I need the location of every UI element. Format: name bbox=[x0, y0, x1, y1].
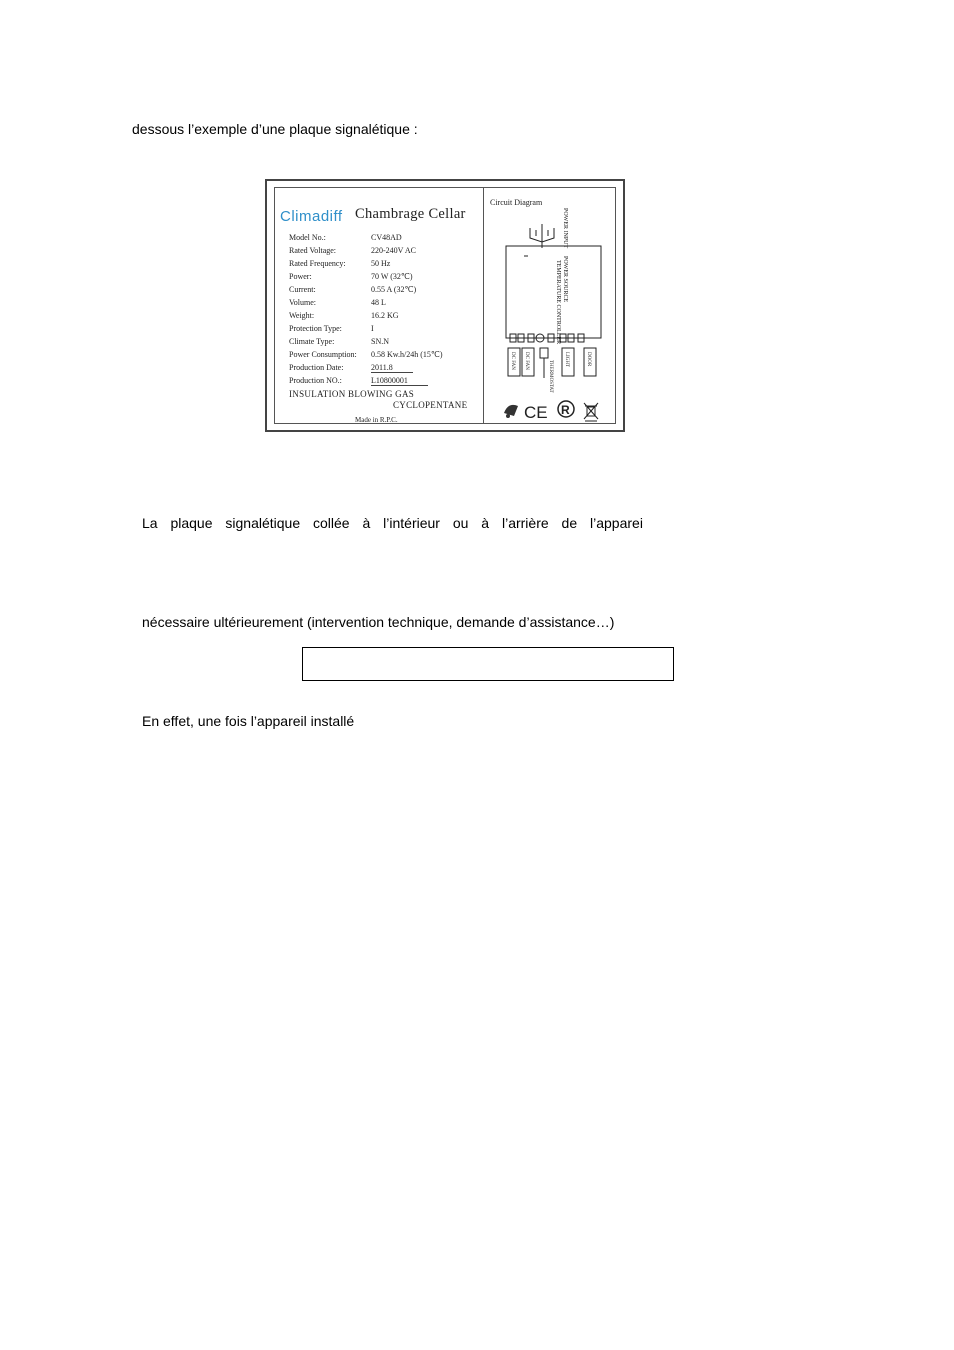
svg-text:R: R bbox=[561, 403, 570, 417]
energy-logo bbox=[504, 405, 518, 418]
r-mark bbox=[558, 401, 574, 417]
spec-row bbox=[289, 311, 474, 322]
circuit-title: Circuit Diagram bbox=[490, 198, 543, 207]
label-fan-b: DC FAN bbox=[524, 352, 529, 370]
spec-value: 0.55 A (32℃) bbox=[371, 285, 417, 294]
brand-logo: Climadiff bbox=[280, 208, 343, 225]
spec-value: 50 Hz bbox=[371, 259, 391, 268]
insulation-text: INSULATION BLOWING GAS bbox=[289, 389, 415, 399]
label-controller: TEMPERATURE CONTROLLER bbox=[555, 260, 561, 345]
spec-row bbox=[289, 298, 474, 309]
product-name: Chambrage Cellar bbox=[355, 206, 466, 222]
spec-row bbox=[289, 363, 474, 374]
spec-label: Current: bbox=[289, 285, 316, 294]
weee-bin-icon bbox=[584, 403, 598, 421]
spec-label: Volume: bbox=[289, 298, 316, 307]
spec-value: 16.2 KG bbox=[371, 311, 399, 320]
spec-value: L10800001 bbox=[371, 376, 428, 386]
spec-row bbox=[289, 350, 474, 361]
label-door: DOOR bbox=[586, 352, 591, 367]
spec-value: 2011.8 bbox=[371, 363, 413, 373]
spec-value: 70 W (32℃) bbox=[371, 272, 413, 281]
spec-row bbox=[289, 233, 474, 244]
spec-label: Production Date: bbox=[289, 363, 344, 372]
spec-row bbox=[289, 337, 474, 348]
spec-label: Power: bbox=[289, 272, 312, 281]
spec-value: 48 L bbox=[371, 298, 386, 307]
spec-label: Power Consumption: bbox=[289, 350, 357, 359]
wiring-loop bbox=[506, 246, 601, 338]
spec-label: Rated Frequency: bbox=[289, 259, 346, 268]
label-power-input: POWER INPUT bbox=[562, 208, 568, 249]
spec-row bbox=[289, 246, 474, 257]
spec-value: SN.N bbox=[371, 337, 390, 346]
insulation-gas: CYCLOPENTANE bbox=[393, 400, 468, 410]
plug-icon bbox=[524, 224, 554, 256]
spec-value: 220-240V AC bbox=[371, 246, 416, 255]
paragraph-3: En effet, une fois l’appareil installé bbox=[142, 713, 355, 729]
spec-row bbox=[289, 272, 474, 283]
spec-row bbox=[289, 324, 474, 335]
label-fan-a: DC FAN bbox=[510, 352, 515, 370]
nameplate-frame bbox=[274, 187, 616, 424]
ce-mark: CE bbox=[524, 403, 548, 422]
spec-row bbox=[289, 259, 474, 270]
spec-label: Weight: bbox=[289, 311, 315, 320]
spec-label: Protection Type: bbox=[289, 324, 342, 333]
made-in-text: Made in R.P.C. bbox=[355, 416, 398, 424]
intro-text: dessous l’exemple d’une plaque signalétique : bbox=[132, 121, 418, 137]
spec-label: Rated Voltage: bbox=[289, 246, 337, 255]
circuit-diagram-panel bbox=[484, 188, 615, 423]
spec-value: I bbox=[371, 324, 374, 333]
paragraph-1: La plaque signalétique collée à l’intérieur ou à l’arrière de l’apparei bbox=[142, 515, 643, 531]
label-light: LIGHT bbox=[564, 352, 569, 367]
label-thermostat: THERMOSTAT bbox=[548, 360, 553, 393]
spec-row bbox=[289, 376, 474, 387]
nameplate-image bbox=[265, 179, 625, 432]
circuit-diagram bbox=[484, 188, 618, 427]
spec-label: Climate Type: bbox=[289, 337, 335, 346]
paragraph-2: nécessaire ultérieurement (intervention technique, demande d’assistance…) bbox=[142, 614, 615, 630]
nameplate-specs-panel bbox=[275, 188, 484, 423]
spec-label: Model No.: bbox=[289, 233, 326, 242]
spec-value: 0.58 Kw.h/24h (15℃) bbox=[371, 350, 443, 359]
spec-row bbox=[289, 285, 474, 296]
spec-value: CV48AD bbox=[371, 233, 402, 242]
label-power-source: POWER SOURCE bbox=[562, 256, 568, 303]
spec-label: Production NO.: bbox=[289, 376, 342, 385]
text-field-box[interactable] bbox=[302, 647, 674, 681]
